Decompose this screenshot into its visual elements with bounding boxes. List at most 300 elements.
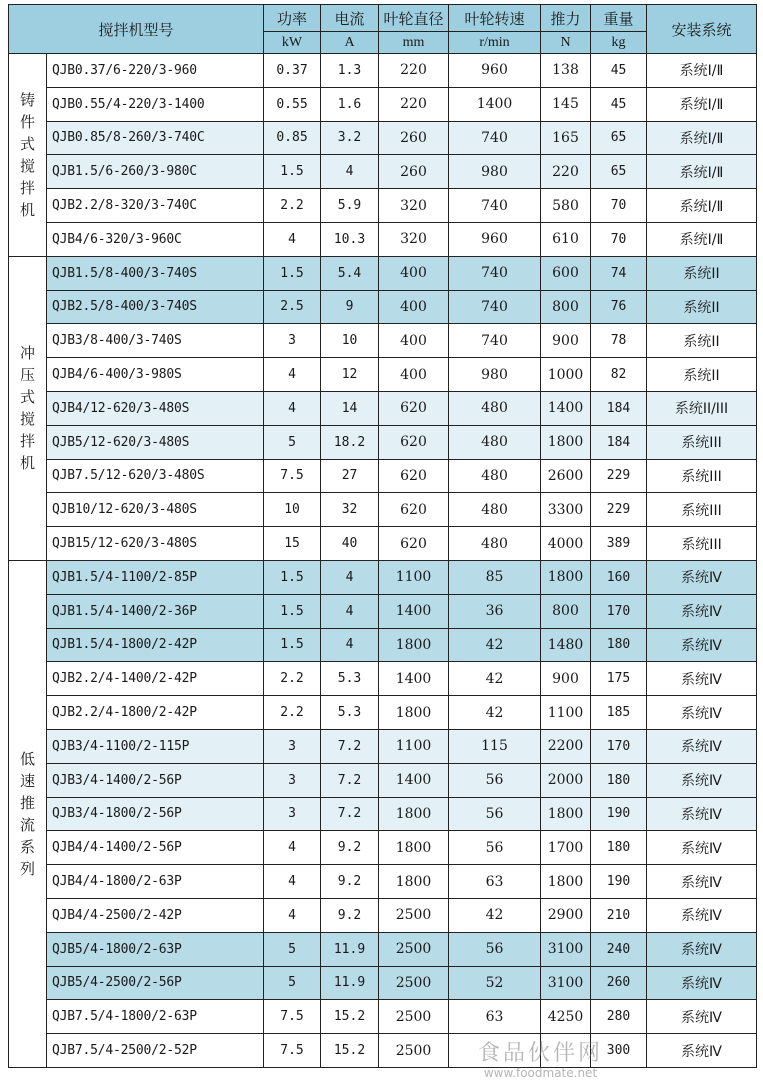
cell-model: QJB1.5/4-1800/2-42P [47, 628, 264, 662]
header-diameter: 叶轮直径 [379, 5, 449, 32]
table-row [9, 54, 757, 88]
cell-install: 系统Ⅳ [647, 831, 757, 865]
group-label-char: 推 [19, 793, 35, 812]
cell-weight: 190 [591, 865, 647, 899]
cell-weight: 180 [591, 628, 647, 662]
cell-model: QJB5/4-1800/2-63P [47, 932, 264, 966]
table-row [9, 696, 757, 730]
cell-thrust: 1800 [541, 425, 591, 459]
cell-weight: 180 [591, 831, 647, 865]
cell-install: 系统Ⅳ [647, 763, 757, 797]
cell-weight: 170 [591, 594, 647, 628]
cell-install: 系统Ⅰ/Ⅱ [647, 87, 757, 121]
table-row [9, 358, 757, 392]
cell-speed: 980 [449, 358, 541, 392]
cell-power: 4 [264, 358, 321, 392]
cell-diameter: 1100 [379, 729, 449, 763]
cell-model: QJB0.55/4-220/3-1400 [47, 87, 264, 121]
cell-current: 12 [321, 358, 379, 392]
table-row [9, 932, 757, 966]
group-label [9, 256, 47, 560]
cell-install: 系统Ⅰ/Ⅱ [647, 222, 757, 256]
header-model: 搅拌机型号 [9, 5, 264, 54]
cell-diameter: 400 [379, 256, 449, 290]
cell-diameter: 2500 [379, 1034, 449, 1068]
cell-diameter: 2500 [379, 1000, 449, 1034]
table-row [9, 256, 757, 290]
cell-speed: 1400 [449, 87, 541, 121]
cell-weight: 185 [591, 696, 647, 730]
cell-install: 系统Ⅰ/Ⅱ [647, 155, 757, 189]
cell-weight: 82 [591, 358, 647, 392]
table-row [9, 865, 757, 899]
group-label-char: 搅 [19, 156, 35, 175]
table-row [9, 560, 757, 594]
cell-power: 1.5 [264, 594, 321, 628]
cell-current: 9.2 [321, 898, 379, 932]
cell-thrust: 610 [541, 222, 591, 256]
group-label-char: 压 [19, 366, 35, 385]
cell-diameter: 1400 [379, 594, 449, 628]
group-label-char: 速 [19, 771, 35, 790]
cell-current: 5.3 [321, 662, 379, 696]
cell-diameter: 220 [379, 54, 449, 88]
group-label-char: 列 [19, 859, 35, 878]
cell-diameter: 1400 [379, 662, 449, 696]
cell-diameter: 220 [379, 87, 449, 121]
cell-diameter: 320 [379, 222, 449, 256]
cell-current: 14 [321, 391, 379, 425]
cell-power: 3 [264, 797, 321, 831]
cell-weight: 300 [591, 1034, 647, 1068]
cell-speed: 740 [449, 189, 541, 223]
cell-speed: 42 [449, 662, 541, 696]
cell-thrust: 580 [541, 189, 591, 223]
cell-speed: 740 [449, 290, 541, 324]
unit-speed: r/min [449, 32, 541, 54]
cell-model: QJB2.2/4-1400/2-42P [47, 662, 264, 696]
cell-power: 4 [264, 865, 321, 899]
cell-install: 系统Ⅳ [647, 865, 757, 899]
cell-install: 系统Ⅳ [647, 628, 757, 662]
cell-install: 系统Ⅳ [647, 696, 757, 730]
cell-diameter: 620 [379, 493, 449, 527]
cell-power: 2.2 [264, 189, 321, 223]
table-row [9, 290, 757, 324]
cell-weight: 229 [591, 493, 647, 527]
table-row [9, 222, 757, 256]
cell-model: QJB1.5/8-400/3-740S [47, 256, 264, 290]
cell-power: 4 [264, 391, 321, 425]
cell-current: 3.2 [321, 121, 379, 155]
cell-install: 系统II [647, 256, 757, 290]
cell-model: QJB1.5/4-1400/2-36P [47, 594, 264, 628]
cell-weight: 184 [591, 391, 647, 425]
cell-current: 5.3 [321, 696, 379, 730]
group-label [9, 560, 47, 1067]
cell-current: 9.2 [321, 831, 379, 865]
cell-thrust: 1800 [541, 560, 591, 594]
table-row [9, 898, 757, 932]
table-row [9, 729, 757, 763]
cell-diameter: 2500 [379, 898, 449, 932]
cell-speed: 36 [449, 594, 541, 628]
table-row [9, 121, 757, 155]
cell-install: 系统Ⅰ/Ⅱ [647, 189, 757, 223]
cell-thrust: 145 [541, 87, 591, 121]
cell-power: 2.2 [264, 662, 321, 696]
cell-power: 2.5 [264, 290, 321, 324]
cell-diameter: 1800 [379, 865, 449, 899]
cell-install: 系统Ⅳ [647, 932, 757, 966]
cell-current: 4 [321, 628, 379, 662]
group-label-char: 系 [19, 837, 35, 856]
spec-table [8, 4, 757, 1068]
cell-model: QJB1.5/6-260/3-980C [47, 155, 264, 189]
cell-weight: 229 [591, 459, 647, 493]
cell-weight: 70 [591, 189, 647, 223]
unit-power: kW [264, 32, 321, 54]
cell-install: 系统Ⅰ/Ⅱ [647, 121, 757, 155]
cell-power: 4 [264, 831, 321, 865]
table-row [9, 966, 757, 1000]
cell-power: 0.37 [264, 54, 321, 88]
cell-thrust: 900 [541, 662, 591, 696]
table-row [9, 628, 757, 662]
cell-diameter: 1800 [379, 696, 449, 730]
cell-current: 10 [321, 324, 379, 358]
cell-power: 1.5 [264, 256, 321, 290]
cell-current: 7.2 [321, 729, 379, 763]
cell-thrust: 1700 [541, 831, 591, 865]
cell-diameter: 400 [379, 290, 449, 324]
cell-model: QJB2.5/8-400/3-740S [47, 290, 264, 324]
cell-thrust: 800 [541, 594, 591, 628]
group-label-char: 件 [19, 112, 35, 131]
cell-power: 7.5 [264, 1000, 321, 1034]
cell-model: QJB3/4-1800/2-56P [47, 797, 264, 831]
cell-weight: 389 [591, 527, 647, 561]
cell-diameter: 2500 [379, 966, 449, 1000]
cell-power: 3 [264, 729, 321, 763]
cell-install: 系统Ⅳ [647, 560, 757, 594]
cell-weight: 175 [591, 662, 647, 696]
cell-install: 系统III [647, 527, 757, 561]
cell-install: 系统III [647, 493, 757, 527]
cell-model: QJB7.5/4-1800/2-63P [47, 1000, 264, 1034]
cell-weight: 76 [591, 290, 647, 324]
cell-install: 系统Ⅰ/Ⅱ [647, 54, 757, 88]
cell-power: 7.5 [264, 1034, 321, 1068]
cell-power: 10 [264, 493, 321, 527]
header-thrust: 推力 [541, 5, 591, 32]
cell-weight: 260 [591, 966, 647, 1000]
cell-model: QJB7.5/4-2500/2-52P [47, 1034, 264, 1068]
unit-thrust: N [541, 32, 591, 54]
cell-install: 系统II [647, 358, 757, 392]
cell-speed: 480 [449, 493, 541, 527]
cell-thrust: 1800 [541, 797, 591, 831]
cell-current: 4 [321, 155, 379, 189]
cell-thrust: 800 [541, 290, 591, 324]
table-row [9, 831, 757, 865]
cell-current: 15.2 [321, 1034, 379, 1068]
cell-model: QJB2.2/8-320/3-740C [47, 189, 264, 223]
cell-model: QJB5/4-2500/2-56P [47, 966, 264, 1000]
cell-current: 9 [321, 290, 379, 324]
cell-speed [449, 1034, 541, 1068]
cell-power: 4 [264, 222, 321, 256]
cell-speed: 115 [449, 729, 541, 763]
cell-current: 32 [321, 493, 379, 527]
group-label-char: 低 [19, 749, 35, 768]
group-label [9, 54, 47, 257]
cell-weight: 78 [591, 324, 647, 358]
cell-thrust: 3300 [541, 493, 591, 527]
cell-model: QJB10/12-620/3-480S [47, 493, 264, 527]
cell-install: 系统Ⅳ [647, 898, 757, 932]
table-row [9, 324, 757, 358]
header-speed: 叶轮转速 [449, 5, 541, 32]
cell-diameter: 1800 [379, 797, 449, 831]
cell-power: 4 [264, 898, 321, 932]
group-label-char: 流 [19, 815, 35, 834]
cell-diameter: 260 [379, 121, 449, 155]
cell-install: 系统III [647, 459, 757, 493]
cell-install: 系统II [647, 290, 757, 324]
cell-install: 系统II/III [647, 391, 757, 425]
cell-thrust: 2900 [541, 898, 591, 932]
cell-speed: 480 [449, 459, 541, 493]
cell-current: 7.2 [321, 763, 379, 797]
cell-install: 系统II [647, 324, 757, 358]
cell-current: 9.2 [321, 865, 379, 899]
cell-power: 1.5 [264, 155, 321, 189]
table-row [9, 493, 757, 527]
cell-speed: 63 [449, 865, 541, 899]
cell-power: 15 [264, 527, 321, 561]
cell-speed: 42 [449, 898, 541, 932]
cell-speed: 56 [449, 763, 541, 797]
cell-power: 2.2 [264, 696, 321, 730]
cell-speed: 42 [449, 696, 541, 730]
cell-thrust: 2600 [541, 459, 591, 493]
cell-install: 系统Ⅳ [647, 662, 757, 696]
cell-model: QJB4/4-1800/2-63P [47, 865, 264, 899]
cell-power: 7.5 [264, 459, 321, 493]
cell-speed: 960 [449, 54, 541, 88]
cell-model: QJB3/8-400/3-740S [47, 324, 264, 358]
cell-diameter: 400 [379, 324, 449, 358]
cell-current: 4 [321, 560, 379, 594]
cell-diameter: 1400 [379, 763, 449, 797]
cell-diameter: 2500 [379, 932, 449, 966]
cell-speed: 56 [449, 932, 541, 966]
group-label-char: 搅 [19, 410, 35, 429]
cell-power: 1.5 [264, 560, 321, 594]
cell-speed: 56 [449, 797, 541, 831]
cell-model: QJB4/4-2500/2-42P [47, 898, 264, 932]
group-label-char: 机 [19, 200, 35, 219]
cell-speed: 56 [449, 831, 541, 865]
group-label-char: 机 [19, 454, 35, 473]
cell-diameter: 1800 [379, 628, 449, 662]
cell-weight: 280 [591, 1000, 647, 1034]
cell-weight: 180 [591, 763, 647, 797]
watermark-url: www.foodmate.net [483, 1066, 598, 1080]
cell-power: 0.85 [264, 121, 321, 155]
cell-diameter: 620 [379, 527, 449, 561]
cell-install: 系统Ⅳ [647, 729, 757, 763]
cell-current: 7.2 [321, 797, 379, 831]
cell-current: 27 [321, 459, 379, 493]
cell-thrust: 600 [541, 256, 591, 290]
cell-speed: 52 [449, 966, 541, 1000]
cell-thrust: 220 [541, 155, 591, 189]
cell-model: QJB4/12-620/3-480S [47, 391, 264, 425]
cell-speed: 740 [449, 121, 541, 155]
cell-power: 3 [264, 763, 321, 797]
cell-weight: 210 [591, 898, 647, 932]
cell-weight: 45 [591, 54, 647, 88]
cell-power: 5 [264, 966, 321, 1000]
cell-current: 5.9 [321, 189, 379, 223]
cell-current: 11.9 [321, 932, 379, 966]
cell-model: QJB0.85/8-260/3-740C [47, 121, 264, 155]
cell-diameter: 620 [379, 459, 449, 493]
cell-weight: 240 [591, 932, 647, 966]
cell-model: QJB1.5/4-1100/2-85P [47, 560, 264, 594]
cell-current: 10.3 [321, 222, 379, 256]
cell-diameter: 1100 [379, 560, 449, 594]
cell-current: 1.3 [321, 54, 379, 88]
cell-diameter: 1800 [379, 831, 449, 865]
cell-thrust: 1480 [541, 628, 591, 662]
cell-install: 系统Ⅳ [647, 594, 757, 628]
cell-model: QJB3/4-1100/2-115P [47, 729, 264, 763]
cell-diameter: 320 [379, 189, 449, 223]
cell-weight: 190 [591, 797, 647, 831]
table-row [9, 87, 757, 121]
cell-model: QJB15/12-620/3-480S [47, 527, 264, 561]
unit-weight: kg [591, 32, 647, 54]
table-row [9, 1034, 757, 1068]
cell-model: QJB7.5/12-620/3-480S [47, 459, 264, 493]
cell-thrust: 3100 [541, 966, 591, 1000]
cell-diameter: 620 [379, 425, 449, 459]
table-row [9, 189, 757, 223]
table-row [9, 594, 757, 628]
cell-install: 系统III [647, 425, 757, 459]
header-weight: 重量 [591, 5, 647, 32]
cell-power: 1.5 [264, 628, 321, 662]
cell-current: 40 [321, 527, 379, 561]
cell-thrust: 2200 [541, 729, 591, 763]
table-row [9, 797, 757, 831]
cell-diameter: 400 [379, 358, 449, 392]
group-label-char: 铸 [19, 90, 35, 109]
table-row [9, 527, 757, 561]
cell-weight: 184 [591, 425, 647, 459]
table-row [9, 763, 757, 797]
group-label-char: 拌 [19, 178, 35, 197]
table-row [9, 1000, 757, 1034]
cell-thrust: 1000 [541, 358, 591, 392]
cell-speed: 480 [449, 391, 541, 425]
cell-weight: 170 [591, 729, 647, 763]
unit-diameter: mm [379, 32, 449, 54]
table-row [9, 459, 757, 493]
cell-speed: 480 [449, 425, 541, 459]
cell-speed: 960 [449, 222, 541, 256]
cell-thrust: 138 [541, 54, 591, 88]
cell-thrust: 4250 [541, 1000, 591, 1034]
cell-model: QJB4/6-400/3-980S [47, 358, 264, 392]
cell-thrust: 4000 [541, 527, 591, 561]
table-header [9, 5, 757, 54]
cell-thrust: 1100 [541, 696, 591, 730]
cell-speed: 480 [449, 527, 541, 561]
cell-thrust: 900 [541, 324, 591, 358]
cell-current: 11.9 [321, 966, 379, 1000]
cell-weight: 65 [591, 155, 647, 189]
cell-install: 系统Ⅳ [647, 1000, 757, 1034]
cell-model: QJB4/4-1400/2-56P [47, 831, 264, 865]
cell-install: 系统Ⅳ [647, 1034, 757, 1068]
group-label-char: 冲 [19, 344, 35, 363]
cell-weight: 74 [591, 256, 647, 290]
table-row [9, 425, 757, 459]
group-label-char: 拌 [19, 432, 35, 451]
cell-speed: 42 [449, 628, 541, 662]
unit-current: A [321, 32, 379, 54]
table-row [9, 155, 757, 189]
cell-model: QJB5/12-620/3-480S [47, 425, 264, 459]
cell-model: QJB3/4-1400/2-56P [47, 763, 264, 797]
cell-power: 0.55 [264, 87, 321, 121]
cell-speed: 980 [449, 155, 541, 189]
table-body [9, 54, 757, 1068]
cell-speed: 740 [449, 256, 541, 290]
cell-speed: 740 [449, 324, 541, 358]
header-install: 安装系统 [647, 5, 757, 54]
cell-current: 15.2 [321, 1000, 379, 1034]
cell-install: 系统Ⅳ [647, 797, 757, 831]
cell-power: 3 [264, 324, 321, 358]
cell-thrust: 2000 [541, 763, 591, 797]
group-label-char: 式 [19, 388, 35, 407]
cell-diameter: 620 [379, 391, 449, 425]
cell-weight: 70 [591, 222, 647, 256]
cell-weight: 160 [591, 560, 647, 594]
cell-thrust: 1400 [541, 391, 591, 425]
watermark-text: 食品伙伴网 [477, 1041, 603, 1066]
cell-install: 系统Ⅳ [647, 966, 757, 1000]
cell-model: QJB2.2/4-1800/2-42P [47, 696, 264, 730]
cell-power: 5 [264, 425, 321, 459]
cell-current: 4 [321, 594, 379, 628]
cell-model: QJB0.37/6-220/3-960 [47, 54, 264, 88]
table-row [9, 662, 757, 696]
cell-thrust: 3100 [541, 932, 591, 966]
cell-thrust: 165 [541, 121, 591, 155]
header-power: 功率 [264, 5, 321, 32]
cell-thrust: 1800 [541, 865, 591, 899]
cell-power: 5 [264, 932, 321, 966]
header-current: 电流 [321, 5, 379, 32]
cell-speed: 85 [449, 560, 541, 594]
cell-thrust [541, 1034, 591, 1068]
